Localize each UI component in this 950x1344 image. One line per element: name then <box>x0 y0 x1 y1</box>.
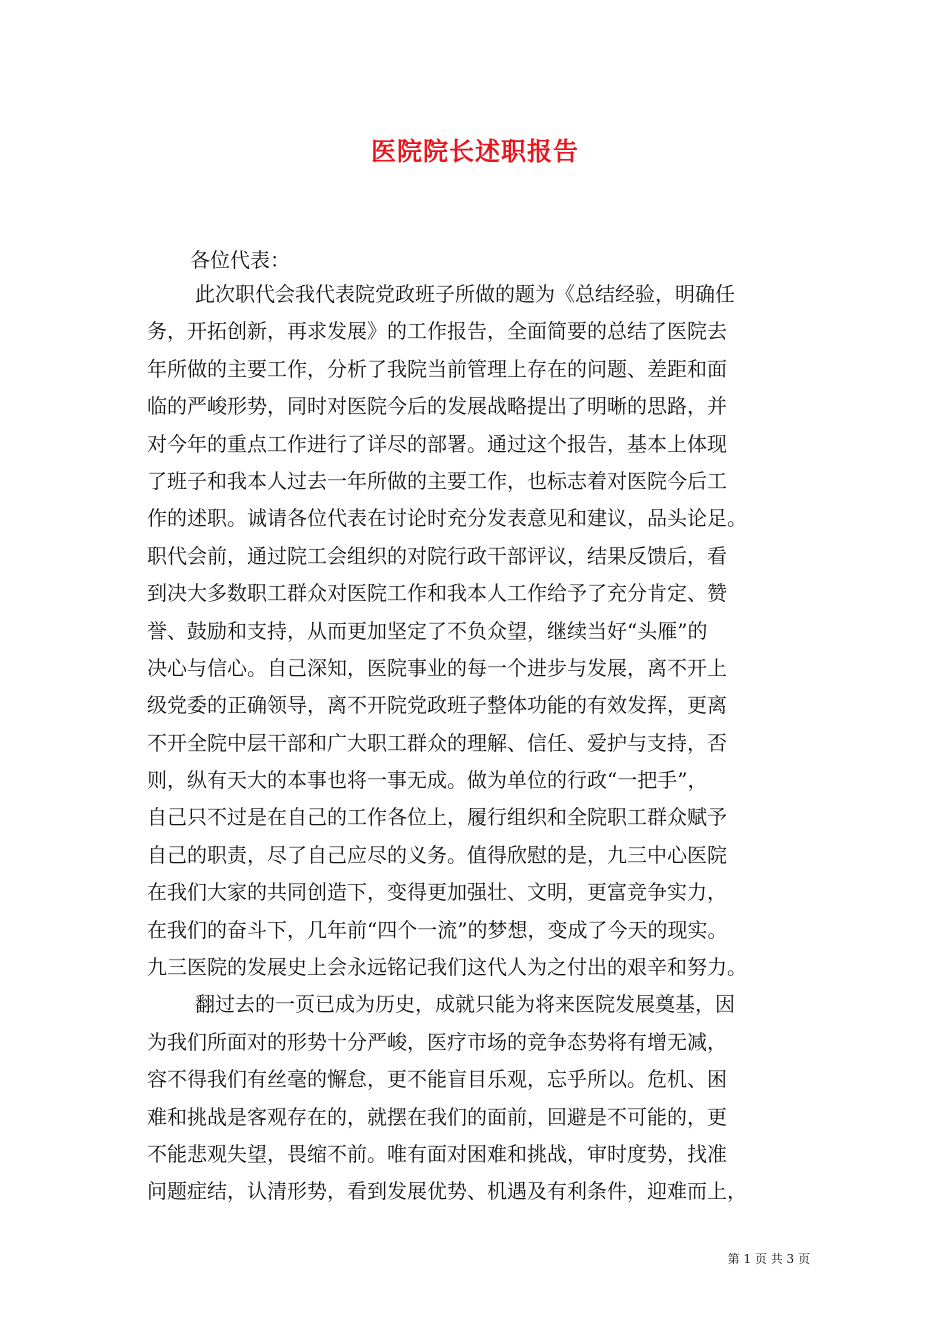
body-line: 在我们大家的共同创造下，变得更加强壮、文明，更富竞争实力， <box>147 880 727 905</box>
body-line: 不能悲观失望，畏缩不前。唯有面对困难和挑战，审时度势，找准 <box>147 1141 727 1166</box>
body-line: 不开全院中层干部和广大职工群众的理解、信任、爱护与支持，否 <box>147 730 727 755</box>
body-line: 自己只不过是在自己的工作各位上，履行组织和全院职工群众赋予 <box>147 805 727 830</box>
body-line: 年所做的主要工作，分析了我院当前管理上存在的问题、差距和面 <box>147 356 727 381</box>
body-line: 誉、鼓励和支持，从而更加坚定了不负众望，继续当好“头雁”的 <box>147 618 708 643</box>
body-text <box>147 276 817 1211</box>
body-line: 务，开拓创新，再求发展》的工作报告，全面简要的总结了医院去 <box>147 319 727 344</box>
body-line: 此次职代会我代表院党政班子所做的题为《总结经验，明确任 <box>195 282 735 306</box>
body-line: 到决大多数职工群众对医院工作和我本人工作给予了充分肯定、赞 <box>147 581 727 606</box>
body-line: 则，纵有天大的本事也将一事无成。做为单位的行政“一把手”， <box>147 768 708 793</box>
body-line: 了班子和我本人过去一年所做的主要工作，也标志着对医院今后工 <box>147 468 727 493</box>
body-line: 九三医院的发展史上会永远铭记我们这代人为之付出的艰辛和努力。 <box>147 955 747 980</box>
document-title: 医院院长述职报告 <box>370 137 579 166</box>
body-line: 对今年的重点工作进行了详尽的部署。通过这个报告，基本上体现 <box>147 431 727 456</box>
body-line: 在我们的奋斗下，几年前“四个一流”的梦想，变成了今天的现实。 <box>147 917 728 942</box>
body-line: 职代会前，通过院工会组织的对院行政干部评议，结果反馈后，看 <box>147 543 727 568</box>
body-line: 级党委的正确领导，离不开院党政班子整体功能的有效发挥，更离 <box>147 693 727 718</box>
body-line: 问题症结，认清形势，看到发展优势、机遇及有利条件，迎难而上， <box>147 1179 747 1204</box>
body-line: 自己的职责，尽了自己应尽的义务。值得欣慰的是，九三中心医院 <box>147 842 727 867</box>
body-line: 决心与信心。自己深知，医院事业的每一个进步与发展，离不开上 <box>147 655 727 680</box>
page-number-footer: 第 1 页 共 3 页 <box>727 1252 810 1266</box>
body-line: 为我们所面对的形势十分严峻，医疗市场的竞争态势将有增无减， <box>147 1029 727 1054</box>
body-line: 临的严峻形势，同时对医院今后的发展战略提出了明晰的思路，并 <box>147 394 727 419</box>
body-line: 容不得我们有丝毫的懈怠，更不能盲目乐观，忘乎所以。危机、困 <box>147 1067 727 1092</box>
salutation: 各位代表： <box>190 248 290 272</box>
body-line: 翻过去的一页已成为历史，成就只能为将来医院发展奠基，因 <box>195 992 735 1017</box>
body-line: 难和挑战是客观存在的，就摆在我们的面前，回避是不可能的，更 <box>147 1104 727 1129</box>
body-line: 作的述职。诚请各位代表在讨论时充分发表意见和建议，品头论足。 <box>147 506 747 531</box>
